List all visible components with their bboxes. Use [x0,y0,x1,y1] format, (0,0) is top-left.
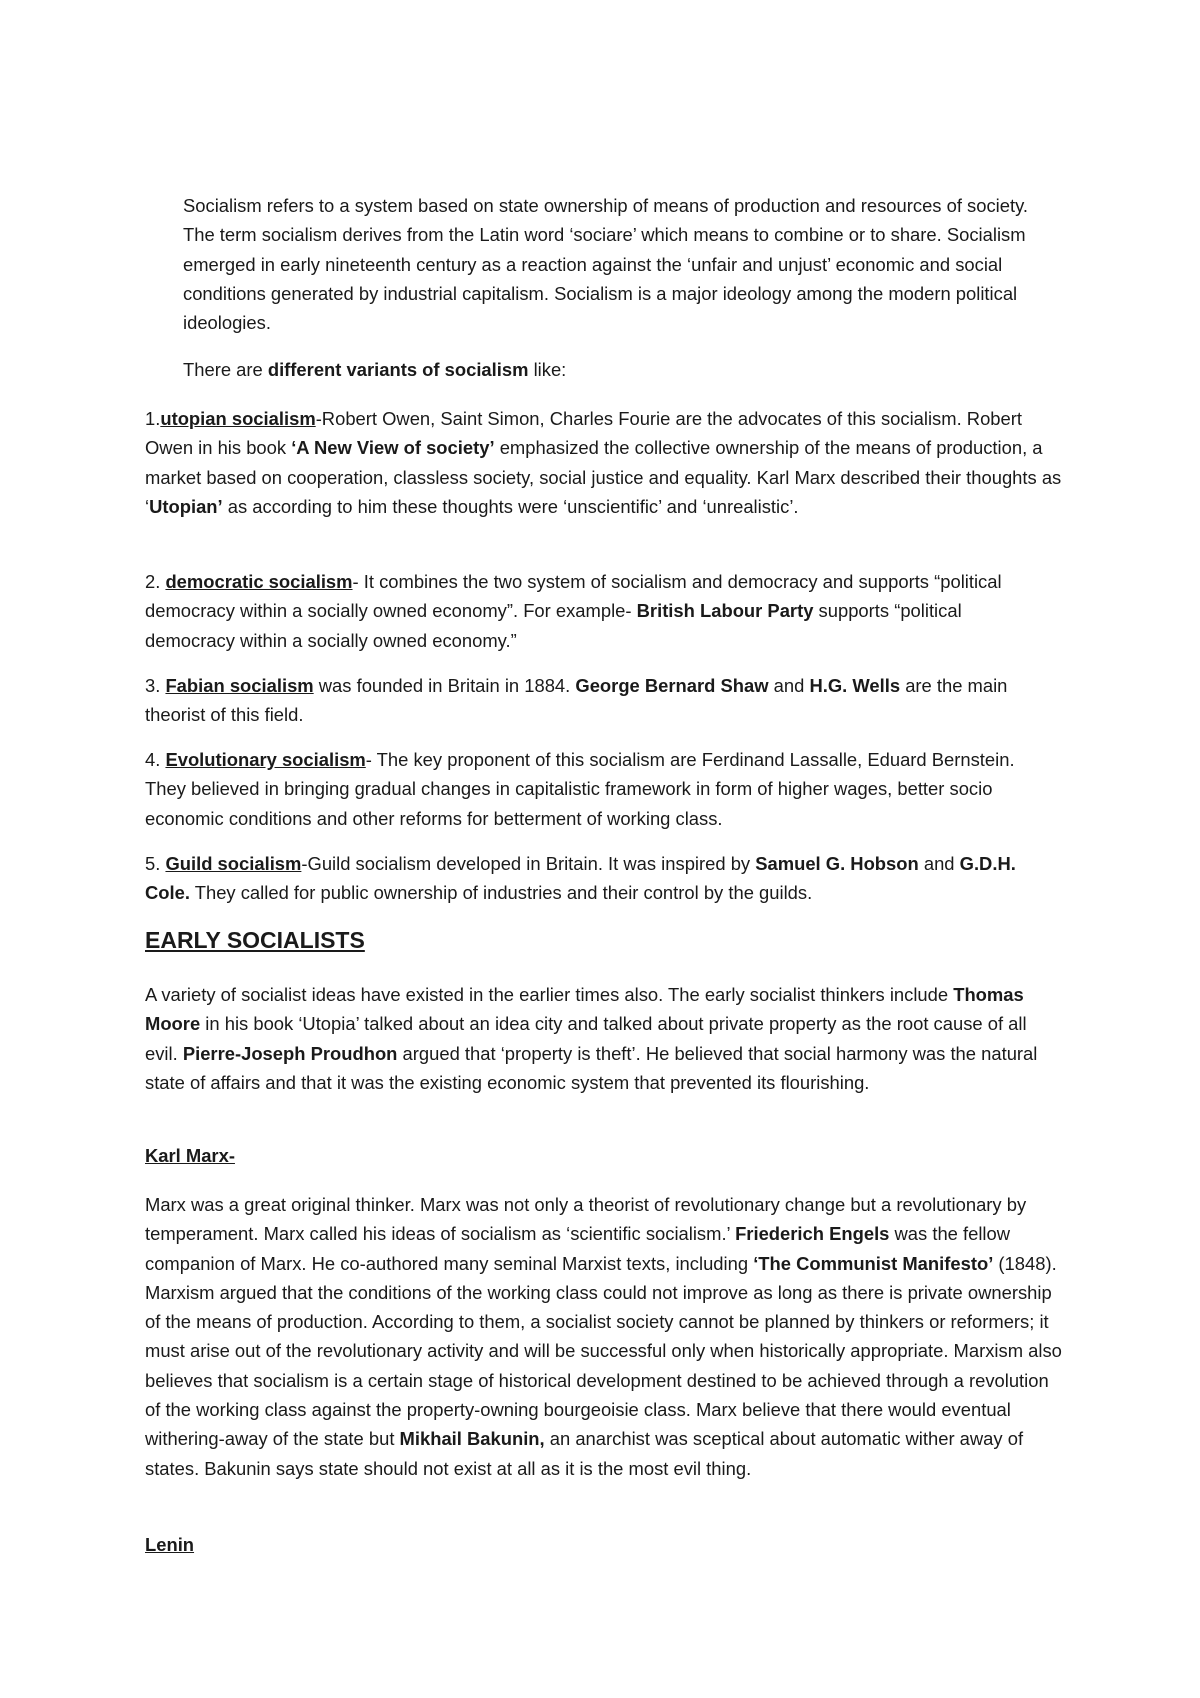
karl-marx-paragraph [145,1190,1065,1483]
variant-5-text: -Guild socialism developed in Britain. It was inspired by [301,853,756,874]
variant-1-term: utopian socialism [160,408,316,429]
intro-text: Socialism refers to a system based on state ownership of means of production and resources of society. The term socialism derives from the Latin word ‘sociare’ which means to combine or to share. Socialism emerged in early nineteenth century as a reaction against the ‘unfair and unjust’ economic and social conditions generated by industrial capitalism. Socialism is a major ideology among the modern political ideologies. [183,195,1029,334]
intro-paragraph [183,191,1055,337]
early-text-2: in his book ‘Utopia’ talked about an idea city and talked about private property as the root cause of all evil. [145,1013,1027,1064]
variant-3-number: 3. [145,675,166,696]
variant-4-text: - The key proponent of this socialism are Ferdinand Lassalle, Eduard Bernstein. They believed in bringing gradual changes in capitalistic framework in form of higher wages, better socio economic conditions and other reforms for betterment of working class. [145,749,1015,829]
variant-5-term: Guild socialism [165,853,302,874]
marx-text-2: was the fellow companion of Marx. He co-authored many seminal Marxist texts, including [145,1223,1011,1274]
variant-1-text-2: emphasized the collective ownership of the means of production, a market based on cooperation, classless society, social justice and equality. Karl Marx described their thoughts as ‘ [145,437,1062,517]
variant-5-text-2: and [918,853,960,874]
marx-text: Marx was a great original thinker. Marx was not only a theorist of revolutionary change but a revolutionary by temperament. Marx called his ideas of socialism as ‘scientific socialism.’ [145,1194,1027,1245]
marx-engels: Friederich Engels [735,1223,890,1245]
marx-text-4: an anarchist was sceptical about automatic wither away of states. Bakunin says state should not exist at all as it is the most evil thing. [145,1428,1024,1479]
variant-2-term: democratic socialism [165,571,353,592]
variant-1-paragraph [145,404,1065,521]
variant-2-text-2: supports “political democracy within a socially owned economy.” [145,600,962,651]
variant-2-paragraph [145,567,1055,655]
variant-5-hobson: Samuel G. Hobson [755,853,919,874]
variant-1-number: 1. [145,408,161,429]
variants-intro-post: like: [528,359,567,380]
early-moore: Thomas Moore [145,984,1024,1035]
variant-2-party: British Labour Party [636,600,814,622]
variant-1-book: ‘A New View of society’ [291,437,495,459]
marx-text-3: (1848). Marxism argued that the conditions of the working class could not improve as long as there is private ownership of the means of production. According to them, a socialist society cannot be planned by thinkers or reformers; it must arise out of the revolutionary activity and will be successful only when historically appropriate. Marxism also believes that socialism is a certain stage of historical development destined to be achieved through a revolution of the working class against the property-owning bourgeoisie class. Marx believe that there would eventual withering-away of the state but [145,1252,1062,1450]
variant-2-number: 2. [145,571,166,592]
variant-2-text: - It combines the two system of socialism and democracy and supports “political democracy within a socially owned economy”. For example- [145,571,1002,622]
variant-1-text-3: as according to him these thoughts were ‘unscientific’ and ‘unrealistic’. [222,495,799,517]
variant-3-wells: H.G. Wells [809,675,901,696]
variant-3-text: was founded in Britain in 1884. [313,675,576,696]
variant-5-text-3: They called for public ownership of industries and their control by the guilds. [189,882,813,904]
variant-4-number: 4. [145,749,166,770]
variant-3-text-2: and [768,675,810,696]
lenin-heading: Lenin [145,1534,195,1555]
variant-3-shaw: George Bernard Shaw [575,675,769,696]
variants-intro [183,355,1055,384]
variant-3-paragraph [145,671,1055,730]
early-proudhon: Pierre-Joseph Proudhon [182,1042,398,1064]
marx-manifesto: ‘The Communist Manifesto’ [753,1252,994,1274]
early-socialists-heading: EARLY SOCIALISTS [145,927,365,953]
early-text: A variety of socialist ideas have existed in the earlier times also. The early socialist thinkers include [145,984,954,1005]
early-text-3: argued that ‘property is theft’. He believed that social harmony was the natural state of affairs and that it was the existing economic system that prevented its flourishing. [145,1042,1038,1093]
variant-4-term: Evolutionary socialism [165,749,366,770]
early-socialists-paragraph [145,980,1055,1097]
marx-bakunin: Mikhail Bakunin, [399,1428,545,1450]
variant-4-paragraph [145,745,1055,833]
karl-marx-heading: Karl Marx- [145,1145,235,1166]
variant-1-utopian: Utopian’ [149,495,223,517]
variant-3-text-3: are the main theorist of this field. [145,675,1008,726]
variant-5-number: 5. [145,853,166,874]
variant-5-paragraph [145,849,1055,908]
variant-3-term: Fabian socialism [165,675,314,696]
variant-1-text: -Robert Owen, Saint Simon, Charles Fourie are the advocates of this socialism. Robert Owen in his book [145,408,1022,459]
variants-intro-pre: There are [183,359,268,380]
variant-5-cole: G.D.H. Cole. [145,853,1016,904]
variants-intro-bold: different variants of socialism [267,359,529,380]
